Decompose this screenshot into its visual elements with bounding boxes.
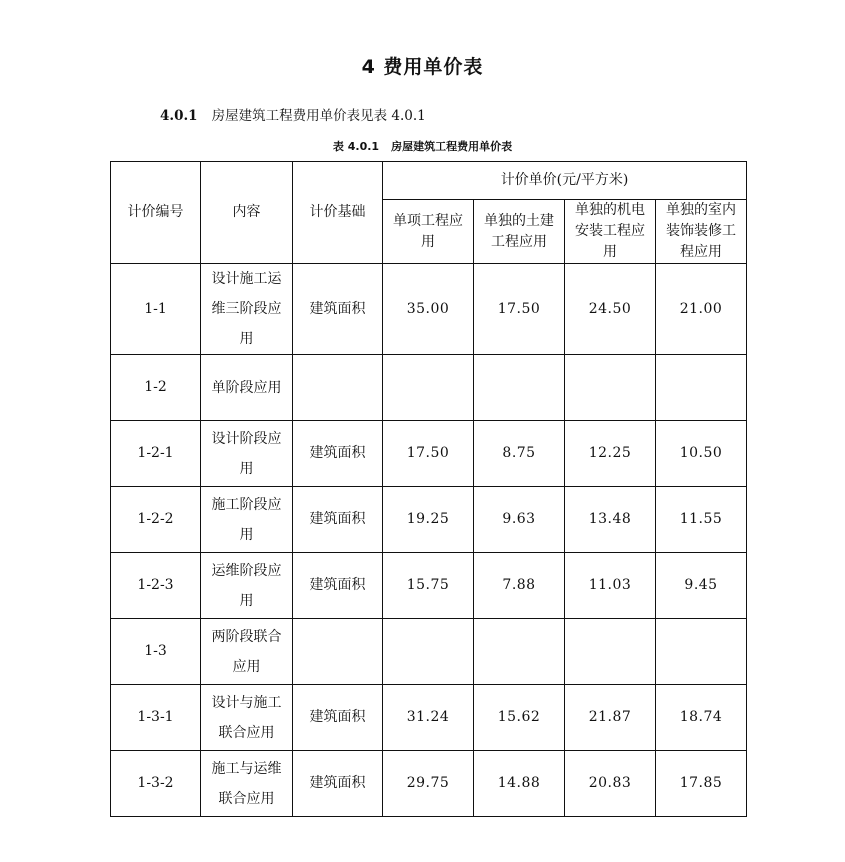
cell-price-mep: 21.87 [565,685,656,751]
cell-price-mep: 24.50 [565,264,656,355]
cell-code: 1-2-1 [111,421,201,487]
cell-content: 施工与运维联合应用 [201,751,293,817]
cell-code: 1-2 [111,355,201,421]
section-number: 4.0.1 [160,108,198,124]
cell-price-civil: 8.75 [474,421,565,487]
header-content: 内容 [201,162,293,264]
cell-code: 1-2-3 [111,553,201,619]
cell-code: 1-3-1 [111,685,201,751]
cell-price-single: 15.75 [383,553,474,619]
cell-code: 1-3-2 [111,751,201,817]
cell-basis: 建筑面积 [293,685,383,751]
cell-content: 施工阶段应用 [201,487,293,553]
cell-price-mep: 13.48 [565,487,656,553]
cell-basis: 建筑面积 [293,553,383,619]
cell-price-mep [565,619,656,685]
cell-price-civil: 7.88 [474,553,565,619]
cell-content: 设计施工运维三阶段应用 [201,264,293,355]
cell-basis: 建筑面积 [293,487,383,553]
cell-price-civil: 14.88 [474,751,565,817]
table-caption [0,138,845,154]
cell-price-single: 17.50 [383,421,474,487]
cell-price-single: 19.25 [383,487,474,553]
cell-price-civil: 17.50 [474,264,565,355]
cell-content: 设计与施工联合应用 [201,685,293,751]
header-civil-only: 单独的土建工程应用 [474,200,565,264]
price-table [110,161,747,817]
cell-basis: 建筑面积 [293,264,383,355]
cell-price-interior: 9.45 [656,553,747,619]
table-row [111,619,747,685]
header-single-project: 单项工程应用 [383,200,474,264]
cell-code: 1-3 [111,619,201,685]
table-row [111,553,747,619]
cell-basis [293,619,383,685]
cell-price-civil: 15.62 [474,685,565,751]
section-intro [160,104,426,124]
cell-basis [293,355,383,421]
cell-price-interior: 10.50 [656,421,747,487]
table-caption-text: 房屋建筑工程费用单价表 [391,140,513,153]
page-title: 4 费用单价表 [361,56,484,78]
section-text: 房屋建筑工程费用单价表见表 4.0.1 [211,108,426,124]
cell-price-mep: 12.25 [565,421,656,487]
cell-price-mep [565,355,656,421]
cell-content: 两阶段联合应用 [201,619,293,685]
header-price-group: 计价单价(元/平方米) [383,162,747,200]
cell-code: 1-2-2 [111,487,201,553]
table-row [111,355,747,421]
cell-price-civil: 9.63 [474,487,565,553]
cell-content: 单阶段应用 [201,355,293,421]
cell-price-interior [656,619,747,685]
table-row [111,685,747,751]
header-mep-only: 单独的机电安装工程应用 [565,200,656,264]
table-caption-number: 表 4.0.1 [332,140,380,153]
table-row [111,264,747,355]
cell-price-mep: 20.83 [565,751,656,817]
cell-price-mep: 11.03 [565,553,656,619]
cell-content: 运维阶段应用 [201,553,293,619]
cell-content: 设计阶段应用 [201,421,293,487]
table-row [111,487,747,553]
cell-price-interior: 11.55 [656,487,747,553]
cell-basis: 建筑面积 [293,421,383,487]
cell-price-interior: 21.00 [656,264,747,355]
header-code: 计价编号 [111,162,201,264]
cell-price-interior: 18.74 [656,685,747,751]
cell-basis: 建筑面积 [293,751,383,817]
cell-price-single [383,619,474,685]
table-row [111,751,747,817]
cell-price-civil [474,355,565,421]
cell-price-single: 29.75 [383,751,474,817]
header-basis: 计价基础 [293,162,383,264]
cell-price-civil [474,619,565,685]
cell-price-interior: 17.85 [656,751,747,817]
cell-price-single: 35.00 [383,264,474,355]
cell-price-single: 31.24 [383,685,474,751]
cell-price-single [383,355,474,421]
table-row [111,421,747,487]
header-interior-only: 单独的室内装饰装修工程应用 [656,200,747,264]
cell-code: 1-1 [111,264,201,355]
cell-price-interior [656,355,747,421]
